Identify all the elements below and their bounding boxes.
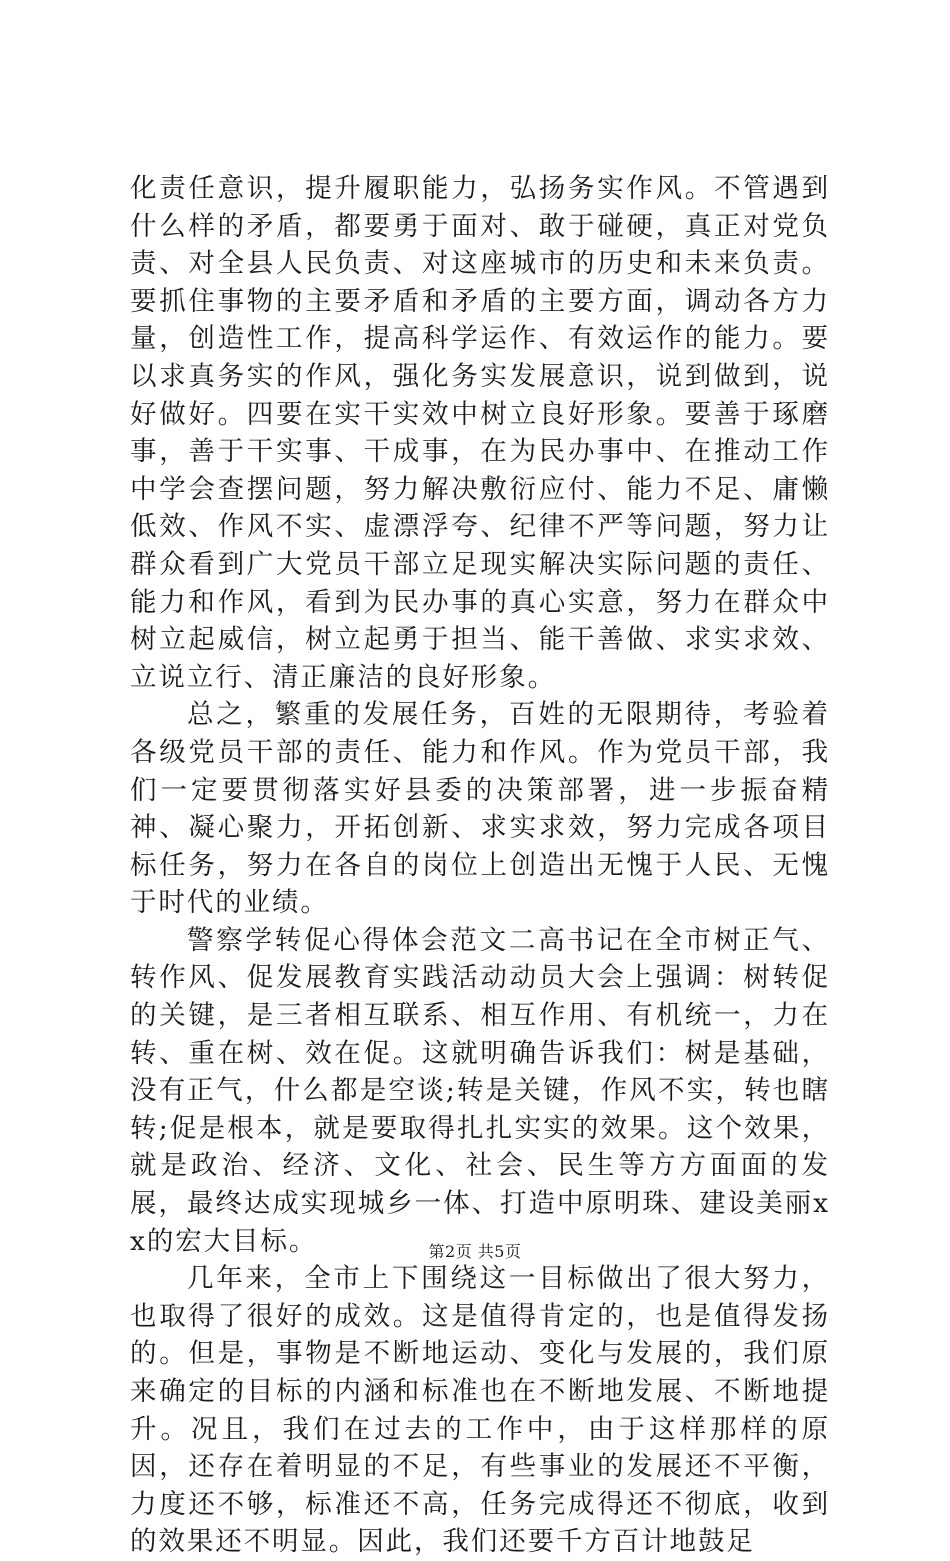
paragraph-4: 几年来，全市上下围绕这一目标做出了很大努力，也取得了很好的成效。这是值得肯定的，也是值得发扬的。但是，事物是不断地运动、变化与发展的，我们原来确定的目标的内涵和标准也在不断地发展、不断地提升。况且，我们在过去的工作中，由于这样那样的原因，还存在着明显的不足，有些事业的发展还不平衡，力度还不够，标准还不高，任务完成得还不彻底，收到的效果还不明显。因此，我们还要千方百计地鼓足 <box>130 1263 830 1558</box>
paragraph-1: 化责任意识，提升履职能力，弘扬务实作风。不管遇到什么样的矛盾，都要勇于面对、敢于碰硬，真正对党负责、对全县人民负责、对这座城市的历史和未来负责。要抓住事物的主要矛盾和矛盾的主要方面，调动各方力量，创造性工作，提高科学运作、有效运作的能力。要以求真务实的作风，强化务实发展意识，说到做到，说好做好。四要在实干实效中树立良好形象。要善于琢磨事，善于干实事、干成事，在为民办事中、在推动工作中学会查摆问题，努力解决敷衍应付、能力不足、庸懒低效、作风不实、虚漂浮夸、纪律不严等问题，努力让群众看到广大党员干部立足现实解决实际问题的责任、能力和作风，看到为民办事的真心实意，努力在群众中树立起威信，树立起勇于担当、能干善做、求实求效、立说立行、清正廉洁的良好形象。 <box>130 173 830 693</box>
document-body <box>130 170 830 1561</box>
paragraph-2: 总之，繁重的发展任务，百姓的无限期待，考验着各级党员干部的责任、能力和作风。作为党员干部，我们一定要贯彻落实好县委的决策部署，进一步振奋精神、凝心聚力，开拓创新、求实求效，努力完成各项目标任务，努力在各自的岗位上创造出无愧于人民、无愧于时代的业绩。 <box>130 699 830 919</box>
page-footer: 第2页 共5页 <box>428 1242 522 1261</box>
paragraph-3: 警察学转促心得体会范文二高书记在全市树正气、转作风、促发展教育实践活动动员大会上强调：树转促的关键，是三者相互联系、相互作用、有机统一，力在转、重在树、效在促。这就明确告诉我们：树是基础，没有正气，什么都是空谈;转是关键，作风不实，转也瞎转;促是根本，就是要取得扎扎实实的效果。这个效果，就是政治、经济、文化、社会、民生等方方面面的发展，最终达成实现城乡一体、打造中原明珠、建设美丽xx的宏大目标。 <box>130 924 830 1257</box>
